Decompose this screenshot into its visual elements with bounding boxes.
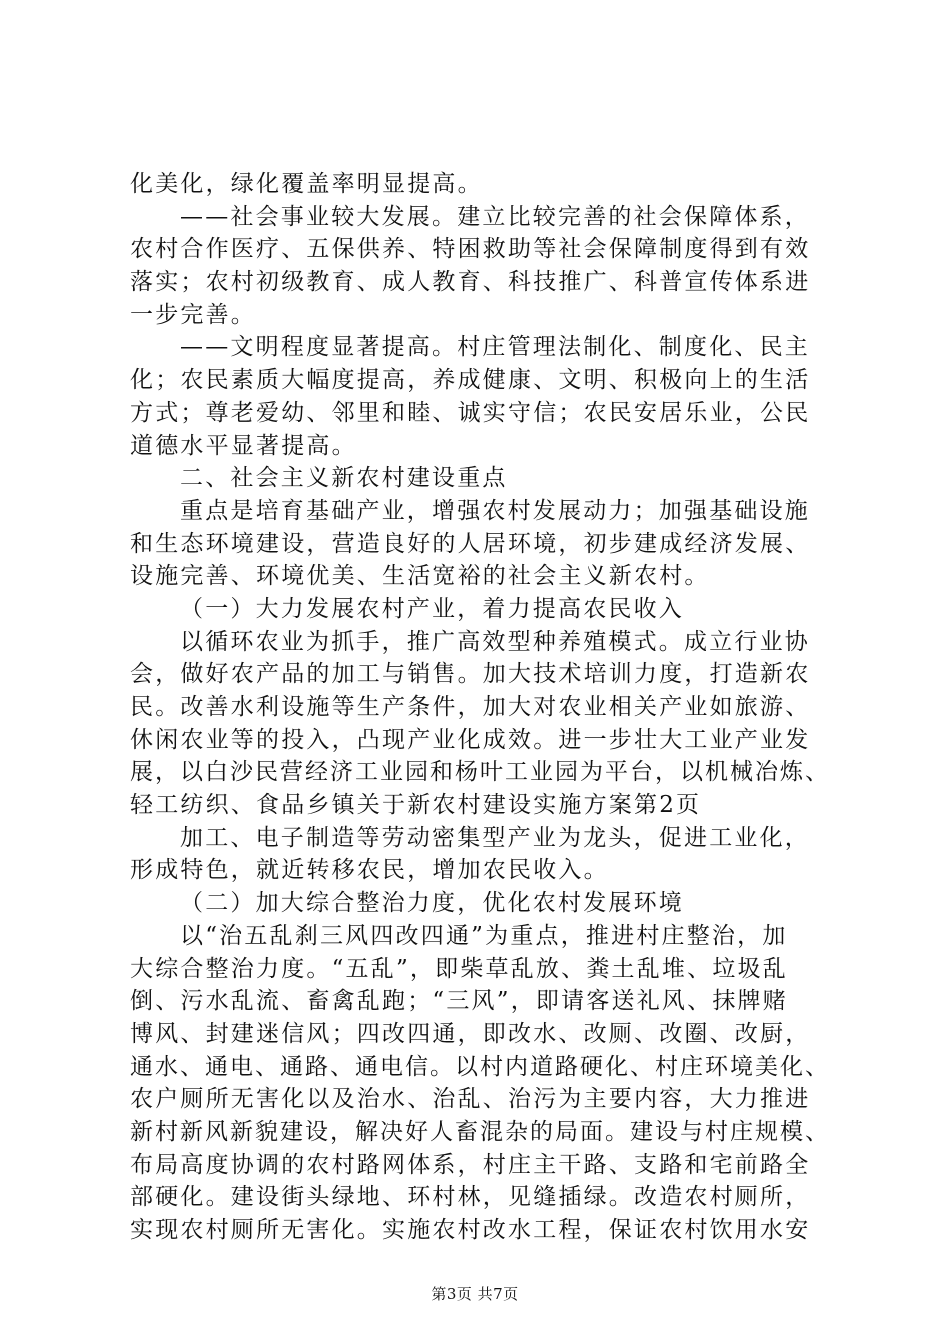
- text-line: 民。改善水利设施等生产条件，加大对农业相关产业如旅游、: [130, 694, 811, 720]
- text-line: （一）大力发展农村产业，着力提高农民收入: [180, 595, 684, 622]
- text-line: 加工、电子制造等劳动密集型产业为龙头，促进工业化，: [180, 824, 810, 851]
- text-line: 方式；尊老爱幼、邻里和睦、诚实守信；农民安居乐业，公民: [130, 399, 811, 426]
- text-line: 化；农民素质大幅度提高，养成健康、文明、积极向上的生活: [130, 367, 811, 394]
- text-line: ——社会事业较大发展。建立比较完善的社会保障体系，: [180, 203, 810, 230]
- text-line: 设施完善、环境优美、生活宽裕的社会主义新农村。: [130, 563, 710, 590]
- text-line: 化美化，绿化覆盖率明显提高。: [130, 171, 483, 197]
- text-line: 农户厕所无害化以及治水、治乱、治污为主要内容，大力推进: [130, 1086, 811, 1113]
- text-line: 布局高度协调的农村路网体系，村庄主干路、支路和宅前路全: [130, 1151, 811, 1178]
- text-line: 轻工纺织、食品乡镇关于新农村建设实施方案第2页: [130, 792, 702, 819]
- text-line: 休闲农业等的投入，凸现产业化成效。进一步壮大工业产业发: [130, 726, 811, 753]
- text-line: 道德水平显著提高。: [130, 432, 357, 459]
- text-line: 形成特色，就近转移农民，增加农民收入。: [130, 857, 609, 884]
- text-line: 部硬化。建设街头绿地、环村林，见缝插绿。改造农村厕所，: [130, 1184, 811, 1211]
- text-line: ——文明程度显著提高。村庄管理法制化、制度化、民主: [180, 334, 810, 361]
- text-line: 博风、封建迷信风；四改四通，即改水、改厕、改圈、改厨，: [130, 1020, 811, 1047]
- text-line: 农村合作医疗、五保供养、特困救助等社会保障制度得到有效: [130, 236, 811, 263]
- text-line: 重点是培育基础产业，增强农村发展动力；加强基础设施: [180, 497, 810, 524]
- text-line: 以循环农业为抓手，推广高效型种养殖模式。成立行业协: [180, 628, 810, 655]
- text-line: 会，做好农产品的加工与销售。加大技术培训力度，打造新农: [130, 661, 811, 688]
- text-line: 落实；农村初级教育、成人教育、科技推广、科普宣传体系进: [130, 269, 811, 296]
- text-line: 以“治五乱刹三风四改四通”为重点，推进村庄整治，加: [180, 922, 788, 949]
- document-body: [130, 168, 830, 1247]
- text-line: 和生态环境建设，营造良好的人居环境，初步建成经济发展、: [130, 530, 811, 557]
- text-line: 展，以白沙民营经济工业园和杨叶工业园为平台，以机械冶炼、: [130, 759, 830, 786]
- text-line: 一步完善。: [130, 301, 256, 328]
- text-line: （二）加大综合整治力度，优化农村发展环境: [180, 890, 684, 917]
- text-line: 新村新风新貌建设，解决好人畜混杂的局面。建设与村庄规模、: [130, 1118, 830, 1145]
- text-line: 通水、通电、通路、通电信。以村内道路硬化、村庄环境美化、: [130, 1053, 830, 1080]
- text-line: 倒、污水乱流、畜禽乱跑；“三风”，即请客送礼风、抹牌赌: [130, 988, 788, 1015]
- page-footer: 第3页 共7页: [431, 1285, 519, 1303]
- text-line: 实现农村厕所无害化。实施农村改水工程，保证农村饮用水安: [130, 1217, 811, 1243]
- text-line: 二、社会主义新农村建设重点: [180, 465, 508, 492]
- text-line: 大综合整治力度。“五乱”，即柴草乱放、粪土乱堆、垃圾乱: [130, 955, 788, 982]
